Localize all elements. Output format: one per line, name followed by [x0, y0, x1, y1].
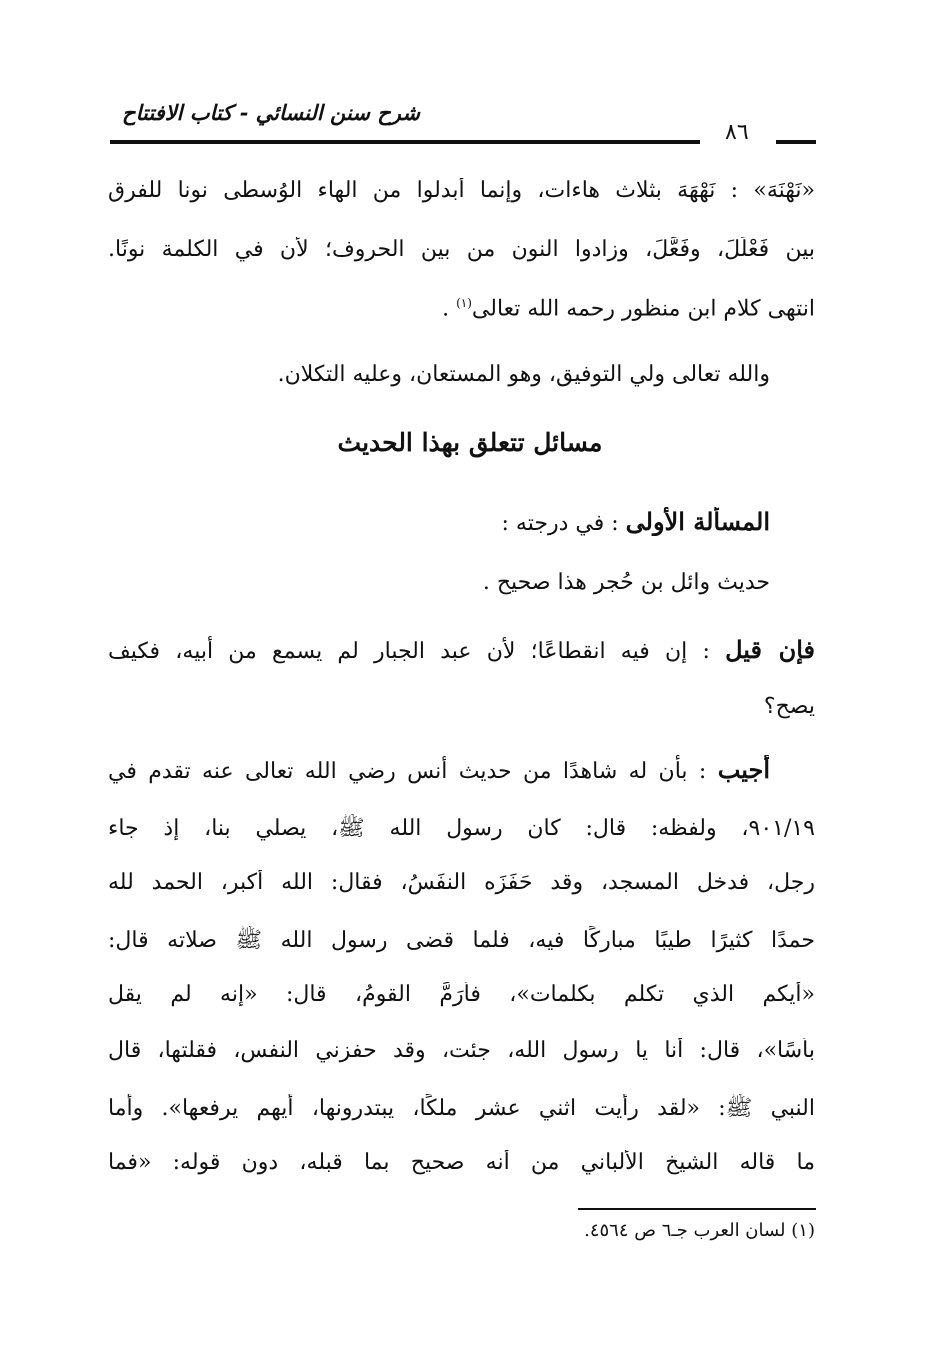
body-line: ما قاله الشيخ الألباني من أنه صحيح بما قبله، دون قوله: «فما — [108, 1150, 815, 1175]
page-number: ٨٦ — [725, 120, 749, 145]
section-heading: مسائل تتعلق بهذا الحديث — [337, 428, 603, 457]
footnote-marker: (١) — [456, 296, 472, 310]
answer-line — [108, 755, 770, 784]
objection-line — [108, 635, 815, 664]
body-line: بأسًا»، قال: أنا يا رسول الله، جئت، وقد حفزني النفس، فقلتها، قال — [108, 1038, 815, 1063]
answer-label: أجيب — [717, 755, 770, 784]
footnote: (١) لسان العرب جـ٦ ص ٤٥٦٤. — [584, 1220, 815, 1241]
question-line — [108, 507, 770, 536]
body-line: «أيكم الذي تكلم بكلمات»، فأَرَمَّ القومُ، قال: «إنه لم يقل — [108, 982, 815, 1007]
body-line: النبي ﷺ: «لقد رأيت اثني عشر ملكًا، يبتدرونها، أيهم يرفعها». وأما — [108, 1096, 815, 1121]
body-line: حمدًا كثيرًا طيبًا مباركًا فيه، فلما قضى رسول الله ﷺ صلاته قال: — [108, 928, 815, 953]
body-line: بين فَعْلَلَ، وفَعَّلَ، وزادوا النون من بين الحروف؛ لأن في الكلمة نونًا. — [108, 237, 815, 262]
running-title: شرح سنن النسائي - كتاب الافتتاح — [122, 100, 420, 125]
body-line: رجل، فدخل المسجد، وقد حَفَزَه النفَسُ، فقال: الله أكبر، الحمد لله — [108, 870, 815, 895]
body-line: ٩٠١/١٩، ولفظه: قال: كان رسول الله ﷺ، يصلي بنا، إذ جاء — [108, 816, 815, 841]
body-line — [108, 296, 815, 321]
answer-text: : بأن له شاهدًا من حديث أنس رضي الله تعالى عنه تقدم في — [108, 759, 707, 784]
header-rule-short — [776, 140, 816, 144]
body-line: يصح؟ — [763, 694, 815, 719]
footnote-separator — [578, 1208, 816, 1210]
body-line: حديث وائل بن حُجر هذا صحيح . — [482, 570, 770, 595]
line-end-period: . — [442, 296, 457, 322]
objection-label: فإن قيل — [725, 635, 815, 664]
body-line: «نَهْنَهَ» : نَهْهَهَ بثلاث هاءات، وإنما أبدلوا من الهاء الوُسطى نونا للفرق — [108, 178, 815, 203]
question-label: المسألة الأولى — [625, 507, 770, 536]
objection-text: : إن فيه انقطاعًا؛ لأن عبد الجبار لم يسمع من أبيه، فكيف — [108, 639, 710, 664]
body-line-text: انتهى كلام ابن منظور رحمه الله تعالى — [471, 296, 815, 322]
body-line: والله تعالى ولي التوفيق، وهو المستعان، وعليه التكلان. — [277, 362, 770, 387]
question-text: : في درجته : — [501, 511, 619, 536]
header-rule — [110, 140, 700, 144]
